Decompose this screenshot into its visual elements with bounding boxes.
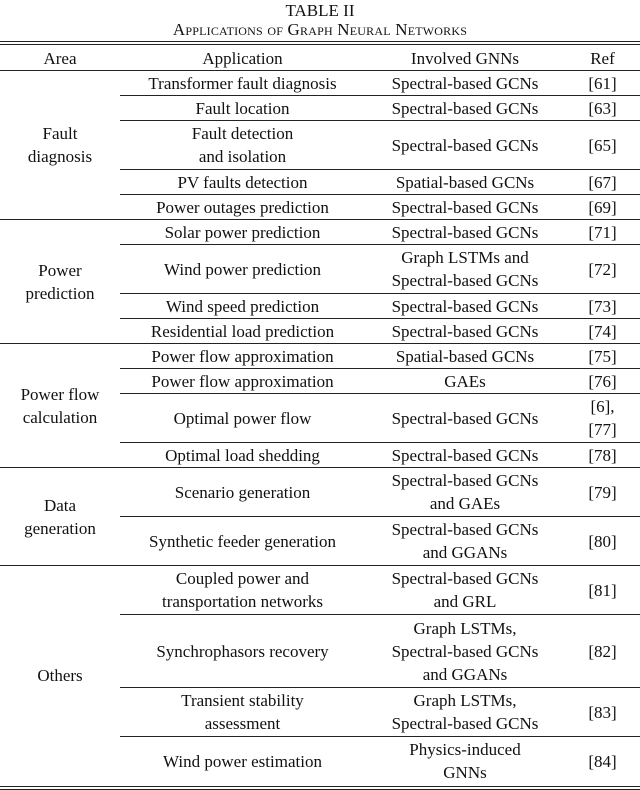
gnn-cell-line: and GGANs [422,664,508,684]
ref-cell [565,121,640,170]
gnn-cell [365,121,565,170]
application-cell [120,195,365,220]
application-cell-line: Optimal power flow [173,408,312,428]
gnn-cell-line: Spectral-based GCNs [391,321,539,341]
ref-cell [565,195,640,220]
gnn-cell [365,615,565,688]
gnn-cell-line: Spectral-based GCNs [391,569,539,588]
ref-cell-line: [77] [588,420,617,439]
application-cell-line: Power outages prediction [156,197,329,217]
gnn-cell-line: GAEs [444,371,486,391]
ref-cell-line: [78] [588,445,617,465]
ref-cell-line: [71] [588,222,617,242]
application-cell [120,369,365,394]
application-cell-line: assessment [204,714,281,733]
gnn-cell-line: Spectral-based GCNs [391,520,539,539]
gnn-cell-line: Spatial-based GCNs [395,172,535,192]
application-cell-line: Wind speed prediction [165,296,320,316]
ref-cell [565,294,640,319]
gnn-cell-line: Spectral-based GCNs [391,271,539,290]
application-cell [120,737,365,786]
ref-cell-line: [74] [588,321,617,341]
application-cell-line: Fault location [195,98,290,118]
header-area: Area [43,48,77,68]
ref-cell-line: [72] [588,259,617,279]
gnn-cell-line: Spectral-based GCNs [391,714,539,733]
ref-cell-line: [76] [588,371,617,391]
ref-cell [565,688,640,737]
ref-cell-line: [79] [588,482,617,502]
application-cell-line: and isolation [198,147,287,166]
ref-cell [565,615,640,688]
application-cell [120,688,365,737]
gnn-cell-line: Spectral-based GCNs [391,445,539,465]
application-cell-line: Residential load prediction [150,321,335,341]
gnn-cell-line: Graph LSTMs, [413,691,517,710]
ref-cell-line: [75] [588,346,617,366]
application-cell-line: Synthetic feeder generation [149,531,336,551]
application-cell [120,71,365,96]
gnn-cell [365,394,565,443]
ref-cell [565,468,640,517]
applications-table [0,46,640,786]
area-cell-line: Power flow [20,384,100,404]
ref-cell [565,517,640,566]
gnn-cell-line: Spectral-based GCNs [391,98,539,118]
gnn-cell-line: Spectral-based GCNs [391,641,539,661]
ref-cell-line: [6], [590,397,615,416]
header-application: Application [202,48,283,68]
ref-cell-line: [83] [588,702,617,722]
gnn-cell-line: and GAEs [429,494,501,513]
gnn-cell-line: and GGANs [422,543,508,562]
application-cell [120,566,365,615]
gnn-cell [365,517,565,566]
application-cell [120,443,365,468]
ref-cell-line: [63] [588,98,617,118]
bottom-double-rule [0,786,640,790]
ref-cell-line: [84] [588,751,617,771]
area-cell-line: generation [24,518,96,538]
gnn-cell [365,96,565,121]
ref-cell-line: [82] [588,641,617,661]
application-cell [120,394,365,443]
ref-cell-line: [65] [588,135,617,155]
table-row [0,344,640,369]
application-cell-line: Fault detection [191,124,294,143]
application-cell [120,170,365,195]
ref-cell [565,369,640,394]
table-number: TABLE II [285,1,355,20]
gnn-cell-line: and GRL [433,592,497,611]
ref-cell-line: [61] [588,73,617,93]
area-cell [0,566,120,786]
table-row [0,220,640,245]
ref-cell [565,170,640,195]
application-cell [120,96,365,121]
gnn-cell-line: Physics-induced [409,740,521,760]
application-cell-line: Transient stability [181,691,304,710]
application-cell-line: Optimal load shedding [165,445,320,465]
gnn-cell [365,443,565,468]
gnn-cell [365,369,565,394]
ref-cell [565,220,640,245]
area-cell [0,468,120,566]
header-involved-gnns: Involved GNNs [410,48,520,68]
table-row [0,71,640,96]
area-cell-line: diagnosis [27,147,93,166]
ref-cell-line: [69] [588,197,617,217]
area-cell-line: Fault [42,124,78,143]
ref-cell [565,245,640,294]
ref-cell [565,394,640,443]
area-cell [0,220,120,344]
table-row [0,468,640,517]
gnn-cell [365,71,565,96]
gnn-cell-line: Spectral-based GCNs [391,197,539,217]
gnn-cell [365,737,565,786]
gnn-cell [365,245,565,294]
ref-cell [565,96,640,121]
gnn-cell [365,468,565,517]
application-cell [120,319,365,344]
application-cell-line: PV faults detection [177,172,308,192]
application-cell [120,220,365,245]
gnn-cell-line: Spectral-based GCNs [391,408,539,428]
gnn-cell-line: Graph LSTMs and [401,248,529,267]
table-title: Applications of Graph Neural Networks [172,20,468,39]
header-row [0,46,640,71]
gnn-cell [365,688,565,737]
ref-cell-line: [80] [588,531,617,551]
area-cell-line: Others [37,666,83,686]
area-cell-line: Data [43,495,77,515]
ref-cell [565,737,640,786]
gnn-cell-line: Spectral-based GCNs [391,73,539,93]
gnn-cell-line: Spectral-based GCNs [391,222,539,242]
ref-cell [565,344,640,369]
gnn-cell-line: Graph LSTMs, [413,618,517,638]
application-cell [120,294,365,319]
application-cell-line: Power flow approximation [151,346,334,366]
application-cell-line: transportation networks [162,592,323,611]
application-cell-line: Wind power estimation [163,751,322,771]
area-cell-line: prediction [25,283,95,303]
gnn-cell-line: GNNs [443,763,487,783]
area-cell [0,344,120,468]
ref-cell-line: [73] [588,296,617,316]
gnn-cell-line: Spectral-based GCNs [391,471,539,490]
area-cell [0,71,120,220]
top-double-rule [0,41,640,45]
table-row [0,566,640,615]
area-cell-line: Power [38,260,82,280]
application-cell [120,245,365,294]
gnn-cell-line: Spatial-based GCNs [395,346,535,366]
gnn-cell-line: Spectral-based GCNs [391,296,539,316]
gnn-cell [365,195,565,220]
gnn-cell [365,294,565,319]
application-cell-line: Scenario generation [174,482,311,502]
application-cell-line: Coupled power and [175,569,310,588]
ref-cell-line: [81] [588,580,617,600]
gnn-cell [365,319,565,344]
application-cell [120,468,365,517]
application-cell [120,517,365,566]
ref-cell [565,319,640,344]
gnn-cell-line: Spectral-based GCNs [391,135,539,155]
gnn-cell [365,170,565,195]
area-cell-line: calculation [22,407,98,427]
ref-cell [565,71,640,96]
application-cell [120,615,365,688]
gnn-cell [365,220,565,245]
application-cell [120,344,365,369]
application-cell [120,121,365,170]
application-cell-line: Synchrophasors recovery [156,641,329,661]
ref-cell [565,566,640,615]
gnn-cell [365,344,565,369]
application-cell-line: Power flow approximation [151,371,334,391]
gnn-cell [365,566,565,615]
ref-cell-line: [67] [588,172,617,192]
header-ref: Ref [590,48,615,68]
ref-cell [565,443,640,468]
application-cell-line: Solar power prediction [164,222,321,242]
application-cell-line: Transformer fault diagnosis [148,73,337,93]
application-cell-line: Wind power prediction [164,259,321,279]
